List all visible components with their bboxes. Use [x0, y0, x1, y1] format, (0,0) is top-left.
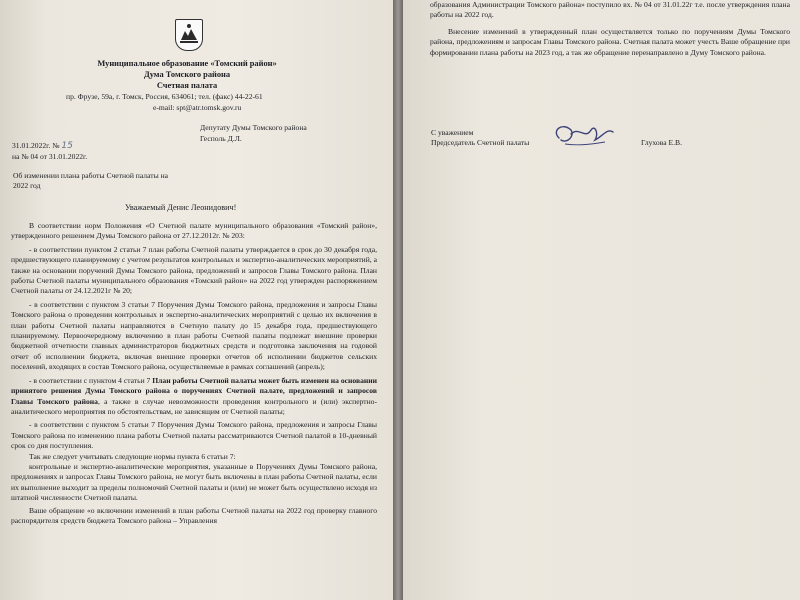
addressee-title: Депутату Думы Томского района — [200, 123, 307, 132]
subject-line-2: 2022 год — [13, 181, 41, 190]
letter-body — [11, 221, 377, 526]
outgoing-date-number: 31.01.2022г. № — [12, 141, 60, 150]
body-paragraph-clause-4 — [11, 376, 377, 418]
page-gutter — [393, 0, 403, 600]
letterhead-address: пр. Фрузе, 59а, г. Томск, Россия, 634061; тел. (факс) 44-22-61 — [66, 92, 263, 101]
duma-name: Дума Томского района — [143, 70, 231, 79]
body-paragraph-clause-3: - в соответствии с пунктом 3 статьи 7 Поручения Думы Томского района, предложения и запросы Главы Томского района о проведении контрольных и экспертно-аналитических мероприятий с целью их включения в план работы Счетной палаты направляются в Счетную палату до 15 декабря года, предшествующего планируемому. Первоочередному включению в план работы Счетной палаты подлежат внешние проверки бюджетной отчетности главных администраторов бюджетных средств и подготовка заключения на годовой отчет об исполнении бюджета, включая внешние проверки отчетов об исполнении бюджетов сельских поселений, входящих в состав Томского района, осуществляемые в рамках соглашений (апрель); — [11, 299, 377, 372]
decision-paragraph: Внесение изменений в утвержденный план осуществляется только по поручениям Думы Томского района, предложениям и запросам Главы Томского района. Счетная палата может учесть Ваше обращение при формировании плана работы на 2023 год, а так же обращение перенаправлено в Думу Томского района. — [430, 26, 790, 57]
addressee-name: Гесполь Д.Л. — [200, 134, 242, 143]
org-name: Муниципальное образование «Томский район» — [97, 59, 277, 68]
coat-of-arms-emblem — [175, 19, 203, 51]
clause-4-bold: План работы Счетной палаты может быть изменен на основании принятого решения Думы Томского района о поручениях Счетной палате, предложений и запросов Главы Томского района — [11, 375, 377, 406]
continuation-text — [430, 0, 790, 58]
body-paragraph-clause-6-intro: Так же следует учитывать следующие нормы пункта 6 статьи 7: — [29, 451, 236, 461]
body-paragraph-request: Ваше обращение «о включении изменений в план работы Счетной палаты на 2022 год проверку главного распорядителя средств бюджета Томского района – Управления — [11, 505, 377, 525]
body-paragraph-clause-6: контрольные и экспертно-аналитические мероприятия, указанные в Поручениях Думы Томского района, предложениях и запросах Главы Томского района, не могут быть включены в план работы Счетной палаты, если их выполнение выходит за пределы полномочий Счетной палаты и (или) не может быть осуществлено исходя из штатной численности Счетной палаты. — [11, 461, 377, 503]
outgoing-ref — [12, 141, 73, 151]
incoming-ref: на № 04 от 31.01.2022г. — [12, 152, 88, 161]
signer-name: Глухова Е.В. — [641, 138, 682, 147]
clause-4-lead: - в соответствии с пунктом 4 статьи 7 — [29, 375, 153, 385]
letterhead-email: e-mail: spt@atr.tomsk.gov.ru — [153, 103, 242, 112]
body-paragraph-clause-5: - в соответствии с пунктом 5 статьи 7 Поручения Думы Томского района, предложения и запросы Главы Томского района по изменению плана работы Счетной палаты рассматриваются Счетной палатой в 10-дневный срок со дня поступления. — [11, 420, 377, 451]
subject-line-1: Об изменении плана работы Счетной палаты на — [13, 171, 169, 180]
letterhead — [67, 58, 307, 91]
handwritten-signature — [545, 118, 617, 154]
body-paragraph-clause-2: - в соответствии пунктом 2 статьи 7 план работы Счетной палаты утверждается в срок до 30 декабря года, предшествующего планируемому с учетом результатов контрольных и экспертно-аналитических мероприятий, а также на основании поручений Думы Томского района, предложений и запросов Главы Томского района. План работы Счетной палаты муниципального образования «Томский район» на 2022 год утвержден распоряжением Счетной палаты от 24.12.2021г № 20; — [11, 244, 377, 296]
signer-title: Председатель Счетной палаты — [431, 138, 530, 147]
closing: С уважением — [431, 128, 474, 137]
clause-4-rest: , а также в случае невозможности проведения контрольного и (или) экспертно-аналитического мероприятия по обстоятельствам, не зависящим от Счетной палаты; — [11, 396, 377, 416]
salutation: Уважаемый Денис Леонидович! — [125, 203, 237, 212]
letter-page-right — [403, 0, 800, 600]
continuation-paragraph: образования Администрации Томского района» поступило вх. № 04 от 31.01.22г т.е. после утверждения плана работы на 2022 год. — [430, 0, 790, 20]
letter-page-left — [0, 0, 393, 600]
handwritten-number: 15 — [61, 141, 73, 151]
chamber-name: Счетная палата — [156, 81, 218, 90]
body-paragraph-intro: В соответствии норм Положения «О Счетной палате муниципального образования «Томский район», утвержденного решением Думы Томского района от 27.12.2012г. № 203: — [11, 221, 377, 241]
